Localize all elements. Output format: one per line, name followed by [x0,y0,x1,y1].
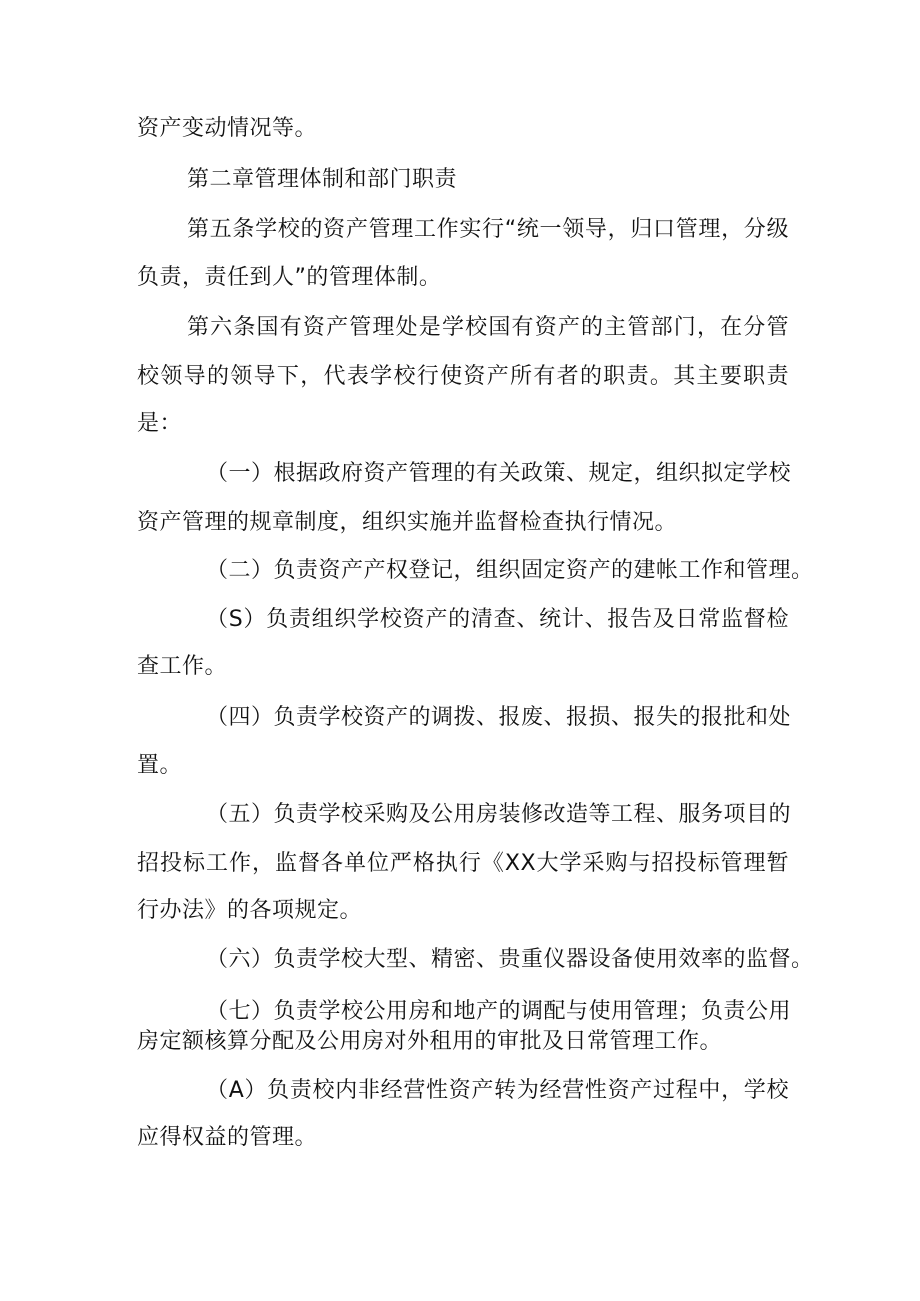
paragraph-line: 第五条学校的资产管理工作实行“统一领导，归口管理，分级 [187,217,789,242]
paragraph-line: 校领导的领导下，代表学校行使资产所有者的职责。其主要职责 [137,364,789,389]
paragraph-line: （五）负责学校采购及公用房装修改造等工程、服务项目的 [206,802,792,827]
paragraph-line: 资产管理的规章制度，组织实施并监督检查执行情况。 [137,510,678,535]
chapter-heading: 第二章管理体制和部门职责 [187,167,458,192]
paragraph-line: 是： [137,411,183,436]
paragraph-line: （七）负责学校公用房和地产的调配与使用管理；负责公用 [206,999,792,1024]
paragraph-line: 负责，责任到人”的管理体制。 [137,265,442,290]
paragraph-line: 资产变动情况等。 [137,116,318,141]
paragraph-line: （A）负责校内非经营性资产转为经营性资产过程中，学校 [206,1078,789,1103]
paragraph-line: （六）负责学校大型、精密、贵重仪器设备使用效率的监督。 [206,947,814,972]
paragraph-line: 招投标工作，监督各单位严格执行《XX大学采购与招投标管理暂 [137,851,789,876]
paragraph-line: （四）负责学校资产的调拨、报废、报损、报失的报批和处 [206,705,792,730]
paragraph-line: （S）负责组织学校资产的清查、统计、报告及日常监督检 [206,607,789,632]
paragraph-line: 第六条国有资产管理处是学校国有资产的主管部门，在分管 [187,315,789,340]
paragraph-line: 房定额核算分配及公用房对外租用的审批及日常管理工作。 [137,1029,723,1054]
paragraph-line: 应得权益的管理。 [137,1125,318,1150]
paragraph-line: 查工作。 [137,654,228,679]
paragraph-line: （二）负责资产产权登记，组织固定资产的建帐工作和管理。 [206,558,814,583]
paragraph-line: （一）根据政府资产管理的有关政策、规定，组织拟定学校 [206,461,792,486]
paragraph-line: 行办法》的各项规定。 [137,898,363,923]
paragraph-line: 置。 [137,753,183,778]
